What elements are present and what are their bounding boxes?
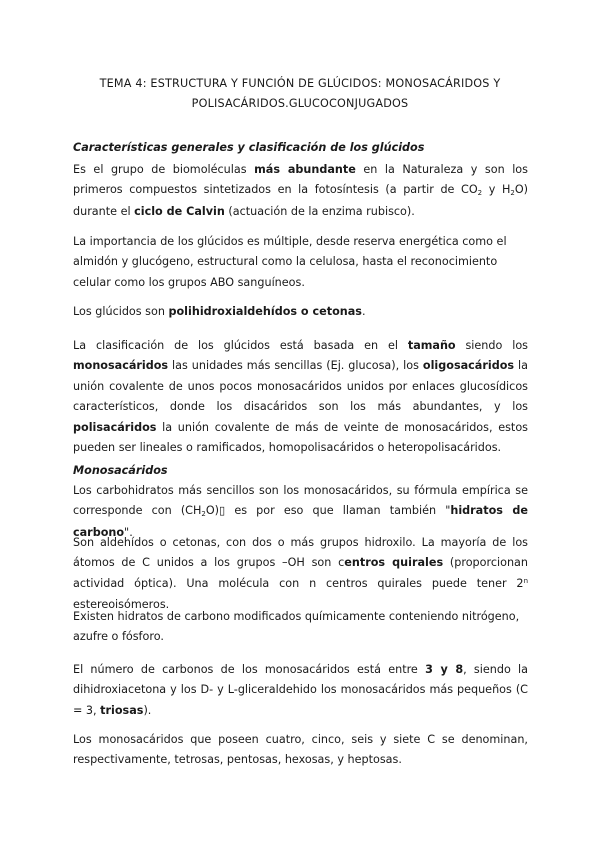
paragraph-clasificacion	[73, 336, 528, 458]
title-line-1: TEMA 4: ESTRUCTURA Y FUNCIÓN DE GLÚCIDOS: MONOSACÁRIDOS Y	[99, 77, 501, 90]
bold-text: 3 y 8	[425, 663, 464, 676]
text-run: Los glúcidos son	[73, 305, 169, 318]
bold-text: triosas	[100, 703, 144, 717]
missing-glyph: ▯	[219, 504, 226, 518]
bold-text: tamaño	[407, 339, 456, 352]
text-run: O) durante el	[73, 183, 528, 218]
text-run: O)	[205, 504, 220, 518]
text-run: la unión covalente de más de veinte de monosacáridos, estos pueden ser lineales o ramificados, homopolisacáridos o heteropolisacáridos.	[73, 420, 528, 455]
text-run: y H	[482, 183, 511, 197]
bold-text: oligosacáridos	[422, 359, 515, 373]
text-run: El número de carbonos de los monosacáridos está entre	[73, 663, 426, 676]
bold-text: hidratos de carbono	[73, 504, 528, 539]
superscript: n	[523, 576, 528, 585]
bold-text: polihidroxialdehídos o cetonas	[168, 305, 362, 318]
text-run: es por eso que llaman también "	[225, 504, 451, 518]
paragraph-tetrosas-pentosas: Los monosacáridos que poseen cuatro, cinco, seis y siete C se denominan, respectivamente, tetrosas, pentosas, hexosas, y heptosas.	[73, 733, 528, 767]
subscript: 2	[201, 510, 206, 519]
title-line-2: POLISACÁRIDOS.GLUCOCONJUGADOS	[191, 97, 409, 110]
bold-text: entros quirales	[344, 556, 444, 570]
subscript: 2	[477, 189, 483, 198]
document-title	[80, 74, 520, 114]
text-run: (proporcionan actividad óptica). Una molécula con n centros quirales puede tener 2	[73, 556, 528, 590]
text-run: (actuación de la enzima rubisco).	[224, 204, 415, 218]
text-run: ".	[124, 525, 133, 539]
bold-text: más abundante	[254, 163, 356, 176]
paragraph-glucidos-son	[73, 302, 528, 322]
text-run: , siendo la dihidroxiacetona y los D- y L-gliceraldehido los monosacáridos más pequeños (C = 3,	[73, 663, 529, 717]
text-run: ).	[143, 703, 152, 717]
bold-text: polisacáridos	[73, 420, 157, 434]
paragraph-importancia: La importancia de los glúcidos es múltiple, desde reserva energética como el almidón y glucógeno, estructural como la celulosa, hasta el reconocimiento celular como los grupos ABO sanguíneos.	[73, 235, 507, 289]
text-run: en la Naturaleza y son los primeros compuestos sintetizados en la fotosíntesis (a partir de CO	[73, 163, 528, 197]
text-run: Los carbohidratos más sencillos son los monosacáridos, su fórmula empírica se corresponde con (CH	[73, 484, 528, 518]
text-run: siendo los	[455, 339, 528, 352]
text-run: La clasificación de los glúcidos está basada en el	[73, 339, 408, 352]
section-heading-monosacaridos: Monosacáridos	[73, 464, 168, 477]
text-run: .	[361, 305, 366, 318]
subscript: 2	[510, 189, 515, 198]
paragraph-aldehidos-cetonas	[73, 533, 528, 616]
paragraph-modificados: Existen hidratos de carbono modificados químicamente conteniendo nitrógeno, azufre o fósforo.	[73, 610, 520, 644]
text-run: las unidades más sencillas (Ej. glucosa), los	[168, 359, 423, 373]
text-run: Son aldehídos o cetonas, con dos o más grupos hidroxilo. La mayoría de los átomos de C unidos a los grupos –OH son c	[73, 536, 528, 570]
bold-text: ciclo de Calvin	[134, 204, 225, 218]
paragraph-numero-carbonos	[73, 660, 528, 721]
text-run: Es el grupo de biomoléculas	[73, 163, 255, 176]
text-run: la unión covalente de unos pocos monosacáridos unidos por enlaces glucosídicos característicos, donde los disacáridos son los más abundantes, y los	[73, 359, 528, 414]
section-heading-clasificacion: Características generales y clasificación de los glúcidos	[73, 141, 425, 154]
bold-text: monosacáridos	[73, 359, 169, 373]
paragraph-grupo-biomoleculas	[73, 160, 528, 222]
text-run: estereoisómeros.	[73, 598, 170, 612]
